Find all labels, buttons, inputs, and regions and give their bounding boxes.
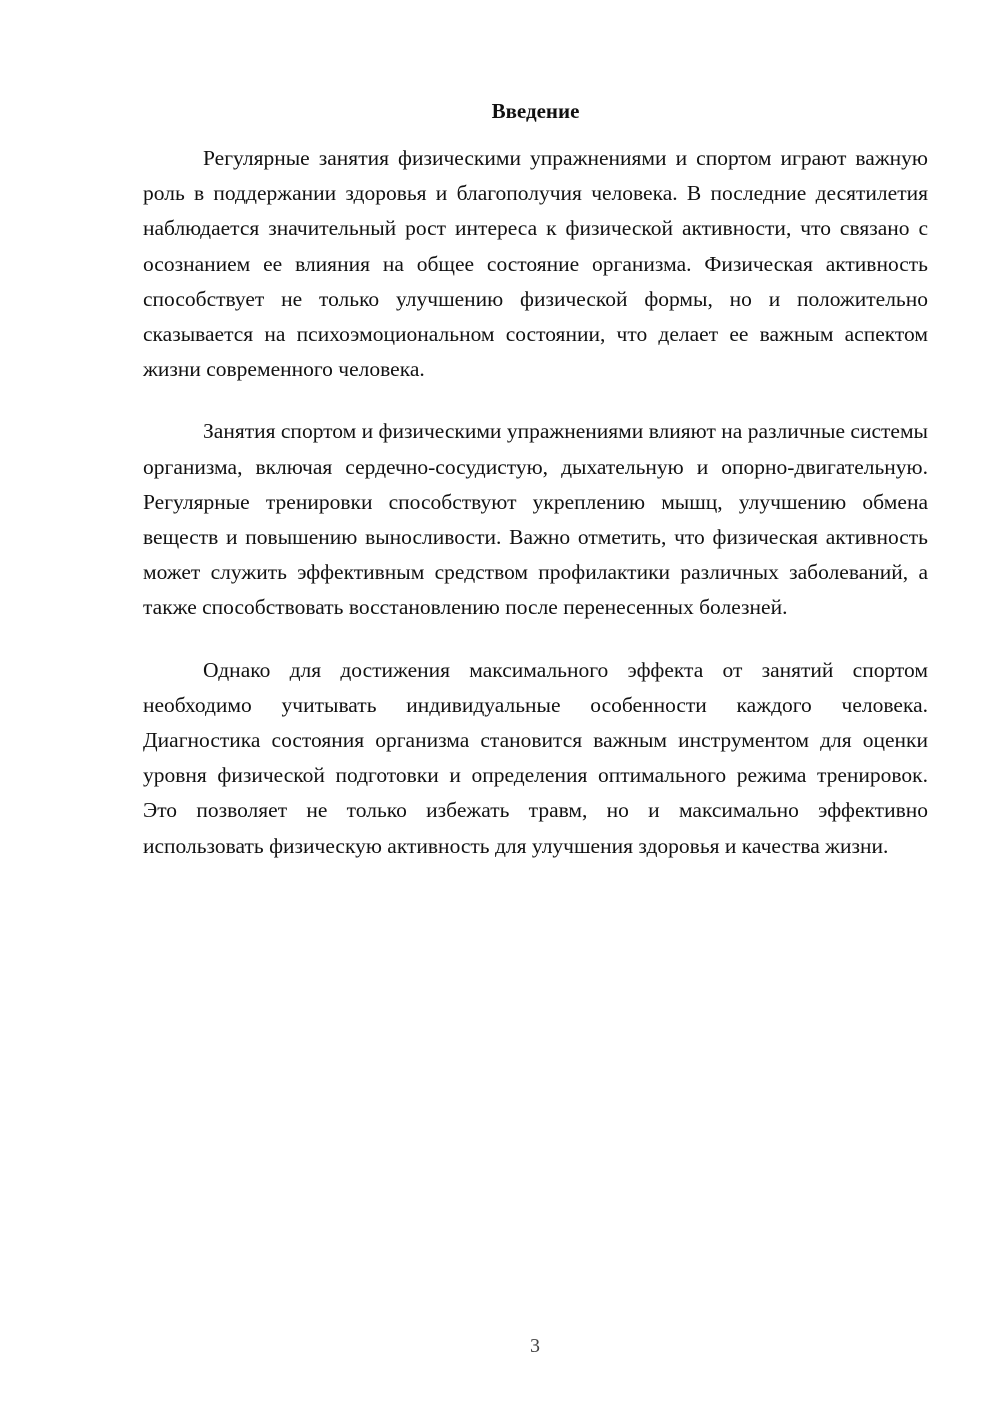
paragraph-1: Регулярные занятия физическими упражнениями и спортом играют важную роль в поддержании здоровья и благополучия человека. В последние десятилетия наблюдается значительный рост интереса к физической активности, что связано с осознанием ее влияния на общее состояние организма. Физическая активность способствует не только улучшению физической формы, но и положительно сказывается на психоэмоциональном состоянии, что делает ее важным аспектом жизни современного человека.: [143, 146, 928, 382]
page-content: [143, 96, 928, 891]
paragraph-3: Однако для достижения максимального эффекта от занятий спортом необходимо учитывать индивидуальные особенности каждого человека. Диагностика состояния организма становится важным инструментом для оценки уровня физической подготовки и определения оптимального режима тренировок. Это позволяет не только избежать травм, но и максимально эффективно использовать физическую активность для улучшения здоровья и качества жизни.: [143, 657, 928, 858]
section-title: Введение: [491, 99, 580, 123]
paragraph-2: Занятия спортом и физическими упражнениями влияют на различные системы организма, включая сердечно-сосудистую, дыхательную и опорно-двигательную. Регулярные тренировки способствуют укреплению мышц, улучшению обмена веществ и повышению выносливости. Важно отметить, что физическая активность может служить эффективным средством профилактики различных заболеваний, а также способствовать восстановлению после перенесенных болезней.: [143, 419, 928, 620]
page-number: 3: [530, 1335, 540, 1357]
